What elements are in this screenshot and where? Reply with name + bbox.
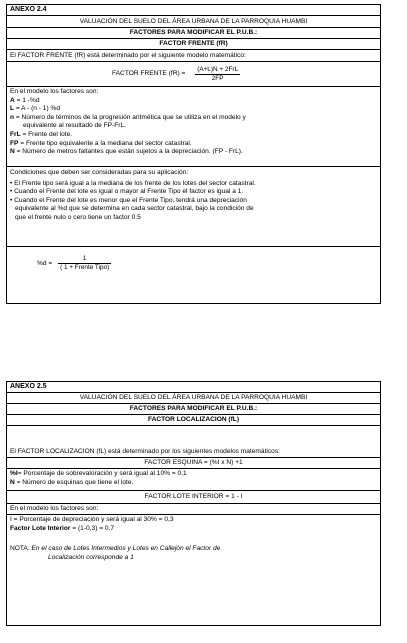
valuation-title: VALUACIÓN DEL SUELO DEL ÁREA URBANA DE LA PARROQUIA HUAMBI xyxy=(7,393,380,404)
condition-3-cont2: que el frente nulo o cero tiene un factor 0.5 xyxy=(15,213,141,221)
pd-fraction xyxy=(58,255,111,272)
def-i: I = Porcentaje de depreciación y será igual al 30% = 0,3 xyxy=(10,516,174,523)
condition-2: • Cuando el Frente del lote es igual o mayor al Frente Tipo el factor es igual a 1. xyxy=(10,188,244,196)
def-frl: FrL = Frente del lote. xyxy=(10,130,73,138)
intro-text: El FACTOR LOCALIZACION (fL) está determinado por los siguientes modelos matemáticos: xyxy=(7,426,380,458)
anexo-label: ANEXO 2.5 xyxy=(7,382,380,393)
conditions-section xyxy=(7,167,380,247)
pd-numerator: 1 xyxy=(58,255,111,264)
def-n: N = Número de esquinas que tiene el lote. xyxy=(10,478,134,486)
condition-3-cont: equivalente al %d que se determina en cada sector catastral, bajo la condición de xyxy=(15,205,254,213)
def-a: A = 1 -%d xyxy=(10,96,40,104)
factors-heading: FACTORES PARA MODIFICAR EL P.U.B.: xyxy=(7,404,380,415)
factor-heading: FACTOR LOCALIZACION (fL) xyxy=(7,415,380,426)
factor-heading: FACTOR FRENTE (fR) xyxy=(7,39,380,50)
def-n-cont: equivalente al resultado de FP-FrL. xyxy=(23,122,126,130)
anexo-label: ANEXO 2.4 xyxy=(7,5,380,16)
def-n: n = Número de términos de la progresión aritmética que se utiliza en el modelo y xyxy=(10,113,246,121)
formula-label: FACTOR FRENTE (fR) = xyxy=(112,70,186,77)
lote-interior-formula: FACTOR LOTE INTERIOR = 1 - I xyxy=(7,491,380,504)
model-section xyxy=(7,87,380,167)
model-intro: En el modelo los factores son: xyxy=(7,504,380,515)
def-fp: FP = Frente tipo equivalente a la mediana del sector catastral. xyxy=(10,139,192,147)
pd-formula-row xyxy=(7,247,380,283)
model-section xyxy=(7,515,380,616)
esquina-defs xyxy=(7,469,380,491)
formula-fraction xyxy=(195,66,240,83)
def-pct-i: %I= Porcentaje de sobrevaloración y será igual al 10% = 0,1 xyxy=(10,470,187,477)
esquina-formula: FACTOR ESQUINA = (%I x N) +1 xyxy=(7,458,380,469)
anexo-2-4-table xyxy=(6,4,381,304)
condition-1: • El Frente tipo será igual a la mediana de los frente de los lotes del sector catastral. xyxy=(10,179,256,187)
anexo-2-5-table xyxy=(6,381,381,626)
nota-cont: Localización corresponde a 1 xyxy=(48,553,134,561)
formula-row xyxy=(7,62,380,87)
factors-heading: FACTORES PARA MODIFICAR EL P.U.B.: xyxy=(7,28,380,39)
def-l: L = A - (n - 1) %d xyxy=(10,105,61,113)
valuation-title: VALUACIÓN DEL SUELO DEL ÁREA URBANA DE LA PARROQUIA HUAMBI xyxy=(7,16,380,28)
intro-text: El FACTOR FRENTE (fR) está determinado por el siguiente modelo matemático: xyxy=(7,50,380,62)
formula-denominator: 2FP xyxy=(211,74,224,82)
nota: NOTA: En el caso de Lotes Intermedios y Lotes en Callejón el Factor de xyxy=(10,545,221,553)
condition-3: • Cuando el Frente del lote es menor que el Frente Tipo, tendrá una depreciación xyxy=(10,196,247,204)
formula-numerator: (A+L)N + 2FrL xyxy=(197,65,239,73)
pd-denominator: ( 1 + Frente Tipo) xyxy=(60,264,110,271)
model-intro: En el modelo los factores son: xyxy=(10,88,99,95)
conditions-intro: Condiciones que deben ser consideradas para su aplicación: xyxy=(10,169,189,176)
pd-label: %d = xyxy=(37,260,53,267)
def-n-metros: N = Número de metros faltantes que están sujetos a la depreciación. (FP - FrL). xyxy=(10,148,243,156)
factor-lote-interior: Factor Lote Interior = (1-0,3) = 0.7 xyxy=(10,524,115,532)
